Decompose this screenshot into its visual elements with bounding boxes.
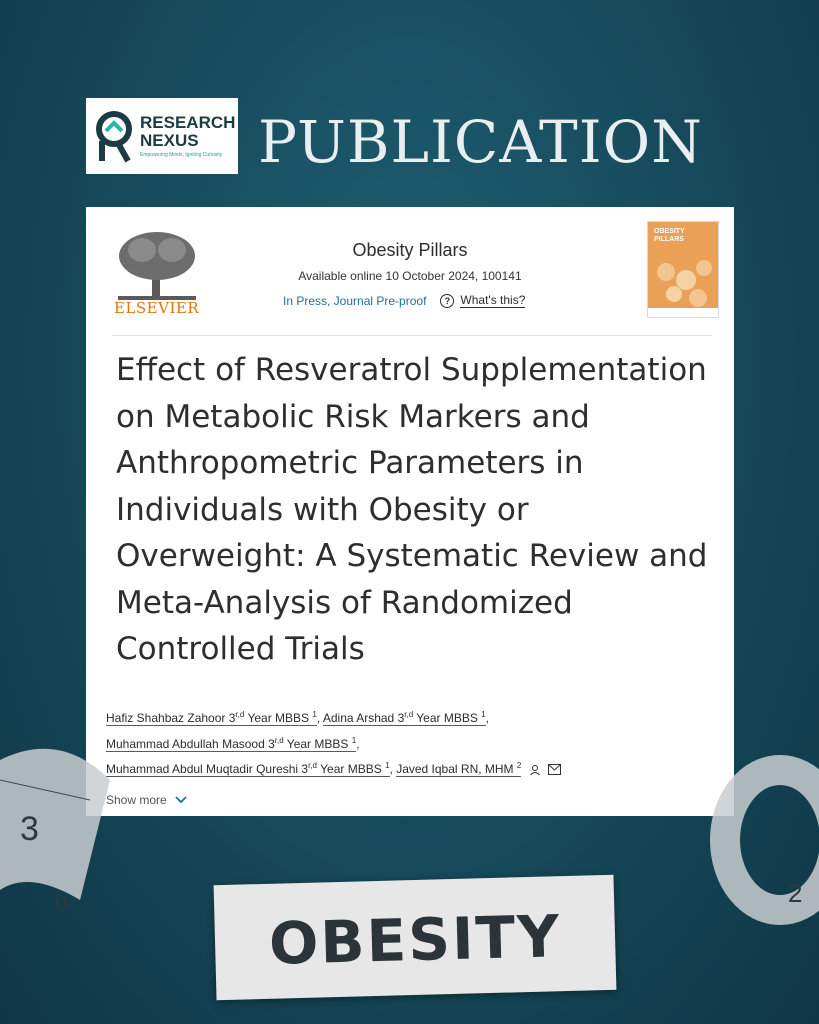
measuring-tape-left — [0, 720, 135, 930]
person-icon[interactable] — [529, 764, 541, 776]
question-icon: ? — [440, 294, 454, 308]
tape-number-2: 2 — [788, 878, 803, 908]
whats-this-label: What's this? — [460, 293, 526, 307]
article-status — [283, 293, 525, 308]
logo-text-nexus: NEXUS — [140, 131, 199, 150]
tape-number-3: 3 — [20, 810, 39, 848]
logo-text-research: RESEARCH — [140, 113, 236, 132]
tape-number-0: 0 — [55, 890, 68, 915]
cover-title: OBESITY PILLARS — [654, 228, 685, 243]
chevron-down-icon — [175, 796, 187, 804]
logo-tagline: Empowering Minds, Igniting Curiosity — [140, 152, 223, 158]
article-card — [86, 207, 734, 816]
show-more-label: Show more — [106, 793, 167, 807]
article-title: Effect of Resveratrol Supplementation on Metabolic Risk Markers and Anthropometric Parameters in Individuals with Obesity or Overweight: A Systematic Review and Meta-Analysis of Randomized Controlled Trials — [116, 352, 708, 667]
journal-name[interactable]: Obesity Pillars — [352, 240, 468, 260]
author-5[interactable]: Javed Iqbal RN, MHM $^2$ — [396, 761, 522, 776]
obesity-paper-strip — [214, 875, 617, 1000]
author-4[interactable]: Muhammad Abdul Muqtadir Qureshi 3$^{r,d}$ Year MBBS $^1$ — [106, 761, 390, 776]
journal-cover[interactable] — [648, 222, 718, 317]
measuring-tape-right — [700, 720, 819, 930]
cover-art-icon — [648, 222, 718, 317]
obesity-word: OBESITY — [268, 902, 562, 978]
header-divider — [112, 335, 712, 336]
research-nexus-logo — [86, 98, 238, 174]
online-date: Available online 10 October 2024, 100141 — [298, 269, 522, 283]
whats-this-link[interactable] — [440, 293, 525, 308]
author-list: Hafiz Shahbaz Zahoor 3$^{r,d}$ Year MBBS $^1$, Adina Arshad 3$^{r,d}$ Year MBBS $^1$, Muhammad Abdullah Masood 3$^{r,d}$ Year MBBS $^1$, Muhammad Abdul Muqtadir Qureshi 3$^{r,d}$ Year MBBS $^1$, Javed Iqbal RN, MHM $^2$ — [106, 704, 716, 781]
publication-headline: PUBLICATION — [258, 108, 703, 176]
research-nexus-logo-icon — [94, 109, 134, 163]
publisher-name: ELSEVIER — [114, 299, 200, 317]
author-2[interactable]: Adina Arshad 3$^{r,d}$ Year MBBS $^1$ — [322, 710, 486, 725]
status-link[interactable]: In Press, Journal Pre-proof — [283, 293, 427, 308]
author-1[interactable]: Hafiz Shahbaz Zahoor 3$^{r,d}$ Year MBBS $^1$ — [106, 710, 317, 725]
author-3[interactable]: Muhammad Abdullah Masood 3$^{r,d}$ Year MBBS $^1$ — [106, 735, 357, 751]
envelope-icon[interactable] — [548, 764, 561, 775]
